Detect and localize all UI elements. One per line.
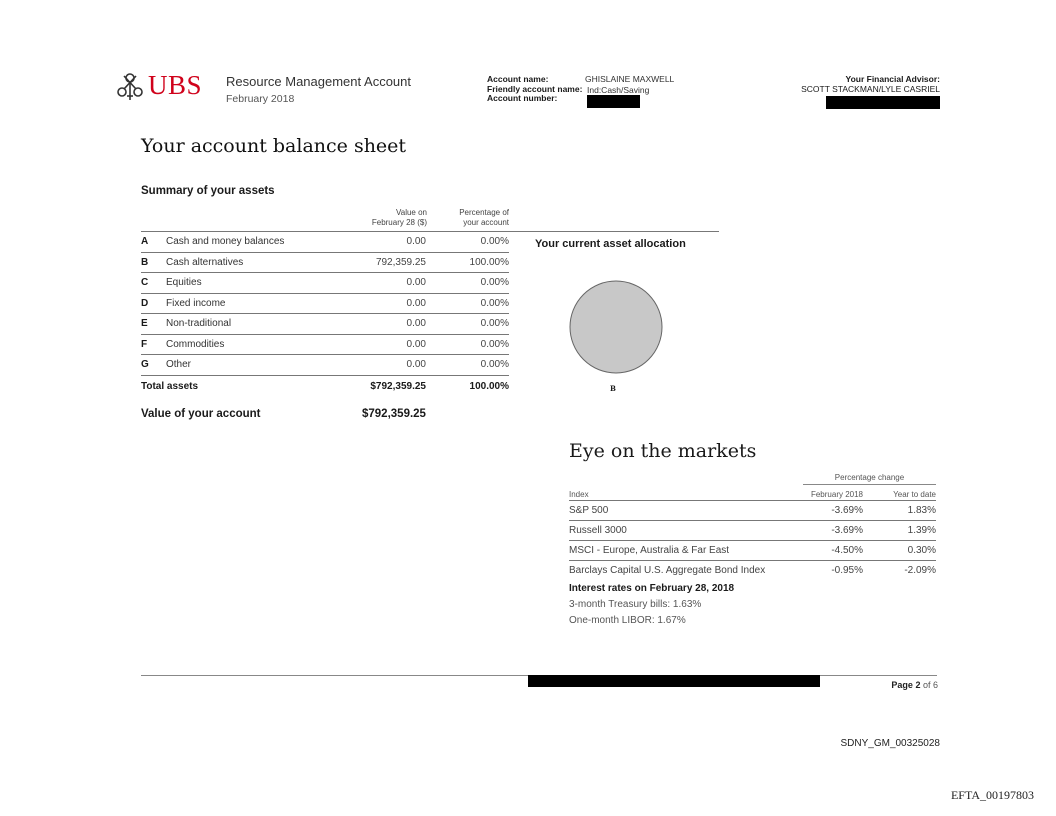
redaction-footer: [528, 675, 820, 687]
account-value-label: Value of your account: [141, 408, 261, 420]
bates-number: SDNY_GM_00325028: [840, 738, 940, 749]
efta-number: EFTA_00197803: [950, 788, 1034, 802]
table-row: [141, 232, 509, 253]
row-value: 0.00: [406, 338, 426, 350]
index-feb-change: -0.95%: [831, 565, 863, 576]
page-total: of 6: [922, 680, 938, 690]
table-row: [569, 521, 936, 541]
total-assets-value: $792,359.25: [370, 380, 426, 392]
row-letter: E: [141, 318, 148, 329]
index-feb-change: -4.50%: [831, 545, 863, 556]
financial-advisor: [801, 75, 940, 94]
table-row: [141, 253, 509, 274]
row-label: Cash and money balances: [166, 236, 285, 247]
page-heading: Your account balance sheet: [141, 135, 407, 157]
index-ytd-change: -2.09%: [904, 565, 936, 576]
account-name-label: Account name:: [487, 74, 549, 84]
friendly-name-label: Friendly account name:: [487, 83, 583, 94]
column-header-pct-line1: Percentage of: [459, 208, 509, 217]
ubs-keys-logo-icon: [114, 70, 146, 102]
redaction-account-number: [587, 95, 640, 108]
account-value: $792,359.25: [362, 408, 426, 420]
table-row: [141, 294, 509, 315]
row-value: 0.00: [406, 277, 426, 288]
row-percentage: 0.00%: [480, 318, 509, 329]
table-row: [141, 273, 509, 294]
markets-title: Eye on the markets: [569, 440, 757, 462]
row-value: 0.00: [406, 318, 426, 329]
interest-rates-title: Interest rates on February 28, 2018: [569, 583, 735, 594]
row-label: Non-traditional: [166, 318, 232, 329]
row-value: 792,359.25: [375, 256, 426, 268]
summary-title: Summary of your assets: [141, 185, 275, 197]
row-letter: B: [141, 256, 149, 268]
column-header-value-line1: Value on: [396, 208, 427, 217]
row-letter: G: [141, 359, 149, 370]
index-ytd-change: 1.39%: [907, 525, 936, 536]
row-percentage: 100.00%: [469, 256, 509, 268]
advisor-name: SCOTT STACKMAN/LYLE CASRIEL: [801, 83, 940, 94]
table-row: [569, 541, 936, 561]
index-feb-change: -3.69%: [831, 525, 863, 536]
column-header-pct-line2: your account: [463, 218, 509, 227]
row-value: 0.00: [406, 236, 426, 247]
row-label: Fixed income: [166, 297, 226, 309]
column-header-value-line2: February 28 ($): [371, 218, 427, 227]
col-year-to-date: Year to date: [893, 490, 936, 499]
advisor-label: Your Financial Advisor:: [845, 74, 940, 84]
index-name: S&P 500: [569, 505, 609, 516]
col-february: February 2018: [810, 490, 863, 499]
row-percentage: 0.00%: [480, 338, 509, 350]
page-label: Page: [891, 680, 913, 690]
row-percentage: 0.00%: [480, 359, 509, 370]
redaction-advisor: [826, 96, 940, 109]
col-index: Index: [569, 490, 589, 499]
allocation-title: Your current asset allocation: [535, 238, 686, 250]
statement-title: Resource Management Account: [226, 74, 411, 89]
statement-period: February 2018: [226, 93, 295, 105]
table-row: [141, 314, 509, 335]
markets-table: [569, 486, 936, 580]
row-percentage: 0.00%: [480, 277, 509, 288]
index-feb-change: -3.69%: [831, 505, 863, 516]
markets-header-row: [569, 486, 936, 501]
index-name: Barclays Capital U.S. Aggregate Bond Index: [569, 565, 766, 576]
index-name: MSCI - Europe, Australia & Far East: [569, 545, 730, 556]
row-percentage: 0.00%: [480, 297, 509, 309]
row-label: Other: [166, 359, 192, 370]
page-number: [891, 680, 938, 690]
table-row: [569, 561, 936, 580]
ubs-logo-text: UBS: [148, 70, 203, 100]
row-letter: D: [141, 297, 149, 309]
libor-rate: One-month LIBOR: 1.67%: [569, 615, 686, 626]
table-row: [569, 501, 936, 521]
account-name-value: GHISLAINE MAXWELL: [585, 74, 675, 84]
index-ytd-change: 1.83%: [907, 505, 936, 516]
row-label: Equities: [166, 277, 202, 288]
row-letter: C: [141, 277, 149, 288]
total-assets-row: [141, 376, 509, 396]
pie-slice-label: B: [610, 384, 616, 393]
account-number-label: Account number:: [487, 93, 558, 103]
column-header-percentage: [440, 208, 509, 228]
treasury-bills-rate: 3-month Treasury bills: 1.63%: [569, 599, 702, 610]
index-name: Russell 3000: [569, 525, 627, 536]
page-current: 2: [915, 680, 921, 690]
account-labels: [487, 75, 582, 104]
row-label: Commodities: [166, 338, 225, 350]
table-row: [141, 335, 509, 356]
asset-allocation-pie: [560, 275, 672, 387]
row-label: Cash alternatives: [166, 256, 244, 268]
percentage-change-rule: [803, 484, 936, 485]
row-value: 0.00: [406, 359, 426, 370]
row-percentage: 0.00%: [480, 236, 509, 247]
column-header-value: [350, 208, 427, 228]
pie-slice-b: [570, 281, 662, 373]
total-assets-percentage: 100.00%: [469, 380, 509, 392]
friendly-name-value: Ind:Cash/Saving: [587, 84, 650, 95]
row-letter: A: [141, 236, 149, 247]
row-letter: F: [141, 338, 148, 350]
index-ytd-change: 0.30%: [907, 545, 936, 556]
table-row: [141, 355, 509, 376]
percentage-change-header: Percentage change: [834, 473, 905, 482]
total-assets-label: Total assets: [141, 380, 199, 392]
assets-summary-table: [141, 232, 509, 396]
row-value: 0.00: [406, 297, 426, 309]
